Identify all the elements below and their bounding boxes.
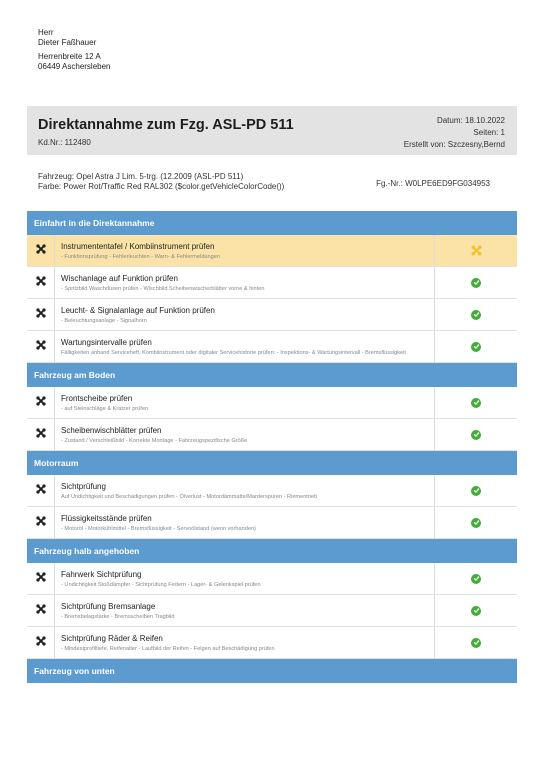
checklist-row [27,299,517,331]
item-title: Sichtprüfung Bremsanlage [61,602,156,611]
row-icon-cell [27,331,54,362]
row-text-cell [54,267,435,298]
wrench-icon [36,572,46,594]
item-title: Sichtprüfung [61,482,106,491]
row-status-cell [435,267,517,298]
recipient-address [38,28,111,72]
item-description: - Undichtigkeit Stoßdämpfer - Sichtprüfung Federn - Lager- & Gelenkspiel prüfen [61,582,261,588]
row-status-cell [435,331,517,362]
row-status-cell [435,627,517,658]
document-header [27,106,517,155]
wrench-icon [36,636,46,658]
item-description: - Beleuchtungsanlage - Signalhorn [61,318,147,324]
item-title: Instrumententafel / Kombiinstrument prüfen [61,242,215,251]
row-icon-cell [27,595,54,626]
checklist-row [27,475,517,507]
item-title: Fahrwerk Sichtprüfung [61,570,142,579]
section-header: Fahrzeug von unten [27,659,517,683]
section-header: Motorraum [27,451,517,475]
wrench-icon [36,428,46,450]
wrench-icon [36,484,46,506]
item-title: Wischanlage auf Funktion prüfen [61,274,178,283]
checklist-row [27,507,517,539]
item-description: - Motoröl - Motorkühlmittel - Bremsflüssigkeit - Servoölstand (wenn vorhanden) [61,526,256,532]
customer-number: Kd.Nr.: 112480 [38,138,91,147]
document-meta [404,115,505,151]
row-status-cell [435,299,517,330]
row-text-cell [54,507,435,538]
item-description: - Mindestprofiltiefe, Reifenalter - Laufbild der Reifen - Felgen auf Beschädigung prüfen [61,646,275,652]
section-header: Fahrzeug am Boden [27,363,517,387]
checklist-row [27,331,517,363]
item-title: Leucht- & Signalanlage auf Funktion prüfen [61,306,215,315]
item-description: - Zustand / Verschleißbild - Korrekte Montage - Fahrzeugspezifische Größe [61,438,248,444]
row-text-cell [54,331,435,362]
row-text-cell [54,419,435,450]
row-text-cell [54,595,435,626]
row-text-cell [54,627,435,658]
row-text-cell [54,299,435,330]
ok-icon [471,310,481,320]
checklist-row [27,563,517,595]
row-text-cell [54,475,435,506]
ok-icon [471,574,481,584]
row-status-cell [435,419,517,450]
vehicle-info [38,172,284,192]
wrench-icon [36,244,46,266]
ok-icon [471,430,481,440]
item-description: Auf Undichtigkeit und Beschädigungen prüfen - Ölverlust - Motordämmatte/Marderspuren - Riementrieb [61,494,318,500]
checklist-row [27,627,517,659]
ok-icon [471,398,481,408]
row-icon-cell [27,627,54,658]
row-icon-cell [27,267,54,298]
row-text-cell [54,563,435,594]
checklist-row [27,267,517,299]
row-status-cell [435,507,517,538]
row-status-cell [435,387,517,418]
address-city: 06449 Aschersleben [38,62,111,71]
ok-icon [471,486,481,496]
wrench-icon [36,276,46,298]
ok-icon [471,518,481,528]
row-icon-cell [27,235,54,266]
item-title: Frontscheibe prüfen [61,394,133,403]
row-status-cell [435,595,517,626]
row-icon-cell [27,475,54,506]
created-by: Erstellt von: Szczesny,Bernd [403,140,505,149]
row-icon-cell [27,387,54,418]
row-icon-cell [27,563,54,594]
ok-icon [471,606,481,616]
checklist-row [27,595,517,627]
row-status-cell [435,235,517,266]
item-title: Sichtprüfung Räder & Reifen [61,634,163,643]
section-header: Fahrzeug halb angehoben [27,539,517,563]
vehicle-color: Farbe: Power Rot/Traffic Red RAL302 ($color.getVehicleColorCode()) [38,182,285,191]
wrench-icon [36,396,46,418]
item-description: - Funktionsprüfung - Fehlerleuchten - Warn- & Fehlermeldungen [61,254,220,260]
inspection-checklist [27,211,517,683]
wrench-icon [36,308,46,330]
checklist-row [27,387,517,419]
row-status-cell [435,563,517,594]
item-description: - auf Steinschläge & Kratzer prüfen [61,406,149,412]
row-text-cell [54,235,435,266]
warning-icon [471,245,482,256]
vehicle-model: Fahrzeug: Opel Astra J Lim. 5-trg. (12.2009 (ASL-PD 511) [38,172,244,181]
row-status-cell [435,475,517,506]
item-description: Fälligkeiten anhand Serviceheft, Kombiinstrument oder digitaler Servicehistorie prüfen: - Inspektions- & Wartungsintervall - Bremsflüssigkeit [61,350,406,356]
row-icon-cell [27,507,54,538]
wrench-icon [36,340,46,362]
vehicle-vin: Fg.-Nr.: W0LPE6ED9FG034953 [376,179,490,188]
item-description: - Spritzbild Waschdüsen prüfen - Wischbild Scheibenwischerblätter vorne & hinten [61,286,265,292]
checklist-row [27,235,517,267]
row-icon-cell [27,299,54,330]
wrench-icon [36,604,46,626]
checklist-row [27,419,517,451]
item-title: Wartungsintervalle prüfen [61,338,152,347]
ok-icon [471,278,481,288]
item-title: Scheibenwischblätter prüfen [61,426,162,435]
page-title: Direktannahme zum Fzg. ASL-PD 511 [38,117,294,133]
ok-icon [471,638,481,648]
document-date: Datum: 18.10.2022 [436,116,505,125]
row-icon-cell [27,419,54,450]
ok-icon [471,342,481,352]
address-salutation: Herr [38,28,54,37]
wrench-icon [36,516,46,538]
row-text-cell [54,387,435,418]
item-description: - Bremsbelagstärke - Bremsscheiben Tragbild [61,614,175,620]
section-header: Einfahrt in die Direktannahme [27,211,517,235]
item-title: Flüssigkeitsstände prüfen [61,514,152,523]
address-name: Dieter Faßhauer [38,38,97,47]
address-street: Herrenbreite 12 A [38,52,101,61]
page-count: Seiten: 1 [473,128,505,137]
